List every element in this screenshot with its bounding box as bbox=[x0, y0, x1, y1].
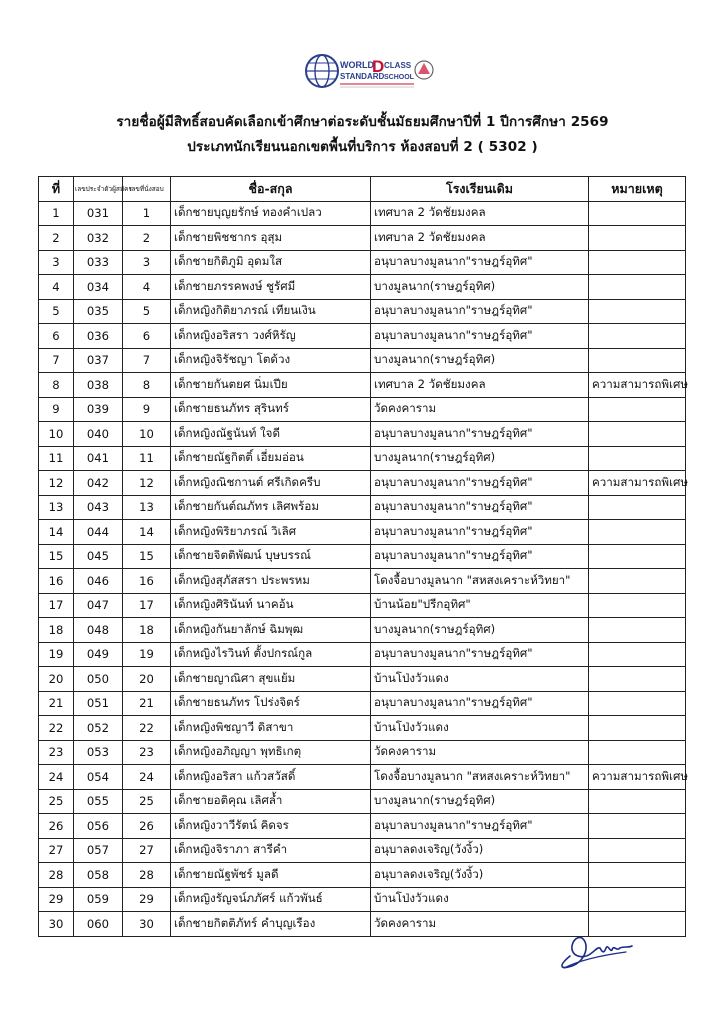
cell-no: 25 bbox=[39, 789, 74, 814]
cell-seat: 27 bbox=[123, 838, 171, 863]
cell-name: เด็กชายจิตติพัฒน์ บุษบรรณ์ bbox=[171, 544, 371, 569]
header-school: โรงเรียนเดิม bbox=[371, 177, 589, 202]
cell-school: บ้านน้อย"ปรีกอุทิศ" bbox=[371, 593, 589, 618]
cell-no: 10 bbox=[39, 422, 74, 447]
cell-applicant-id: 060 bbox=[74, 912, 123, 937]
cell-seat: 7 bbox=[123, 348, 171, 373]
cell-remark bbox=[589, 789, 686, 814]
cell-name: เด็กชายญาณิศา สุขแย้ม bbox=[171, 667, 371, 692]
cell-seat: 20 bbox=[123, 667, 171, 692]
cell-applicant-id: 035 bbox=[74, 299, 123, 324]
cell-seat: 21 bbox=[123, 691, 171, 716]
cell-name: เด็กชายธนภัทร โปร่งจิตร์ bbox=[171, 691, 371, 716]
cell-remark: ความสามารถพิเศษ bbox=[589, 765, 686, 790]
logo-text-class: CLASS bbox=[384, 61, 412, 70]
cell-no: 11 bbox=[39, 446, 74, 471]
cell-remark bbox=[589, 716, 686, 741]
cell-school: โดงจื้อบางมูลนาก "สหสงเคราะห์วิทยา" bbox=[371, 569, 589, 594]
cell-remark bbox=[589, 593, 686, 618]
cell-seat: 13 bbox=[123, 495, 171, 520]
cell-applicant-id: 038 bbox=[74, 373, 123, 398]
cell-name: เด็กหญิงจิราภา สารีคำ bbox=[171, 838, 371, 863]
cell-school: อนุบาลบางมูลนาก"ราษฎร์อุทิศ" bbox=[371, 520, 589, 545]
cell-school: เทศบาล 2 วัดชัยมงคล bbox=[371, 226, 589, 251]
cell-name: เด็กชายอติคุณ เลิศล้ำ bbox=[171, 789, 371, 814]
table-row bbox=[39, 397, 686, 422]
cell-applicant-id: 034 bbox=[74, 275, 123, 300]
cell-no: 14 bbox=[39, 520, 74, 545]
table-row bbox=[39, 544, 686, 569]
cell-no: 12 bbox=[39, 471, 74, 496]
cell-name: เด็กหญิงกิติยาภรณ์ เทียนเงิน bbox=[171, 299, 371, 324]
cell-school: โดงจื้อบางมูลนาก "สหสงเคราะห์วิทยา" bbox=[371, 765, 589, 790]
cell-remark bbox=[589, 887, 686, 912]
cell-school: อนุบาลบางมูลนาก"ราษฎร์อุทิศ" bbox=[371, 422, 589, 447]
cell-name: เด็กหญิงกันยาลักษ์ ฉิมพุฒ bbox=[171, 618, 371, 643]
table-row bbox=[39, 642, 686, 667]
table-row bbox=[39, 373, 686, 398]
cell-seat: 18 bbox=[123, 618, 171, 643]
cell-applicant-id: 042 bbox=[74, 471, 123, 496]
cell-name: เด็กหญิงศิรินันท์ นาคอ้น bbox=[171, 593, 371, 618]
cell-remark bbox=[589, 348, 686, 373]
table-row bbox=[39, 471, 686, 496]
cell-name: เด็กชายกันตยศ นิ่มเปีย bbox=[171, 373, 371, 398]
cell-no: 16 bbox=[39, 569, 74, 594]
cell-applicant-id: 044 bbox=[74, 520, 123, 545]
cell-applicant-id: 053 bbox=[74, 740, 123, 765]
logo-text-world: WORLD bbox=[340, 60, 374, 70]
cell-no: 28 bbox=[39, 863, 74, 888]
table-row bbox=[39, 422, 686, 447]
cell-no: 1 bbox=[39, 201, 74, 226]
cell-applicant-id: 037 bbox=[74, 348, 123, 373]
cell-remark bbox=[589, 397, 686, 422]
cell-school: บางมูลนาก(ราษฎร์อุทิศ) bbox=[371, 446, 589, 471]
table-row bbox=[39, 814, 686, 839]
table-row bbox=[39, 226, 686, 251]
table-row bbox=[39, 299, 686, 324]
cell-school: บางมูลนาก(ราษฎร์อุทิศ) bbox=[371, 789, 589, 814]
cell-applicant-id: 049 bbox=[74, 642, 123, 667]
cell-seat: 8 bbox=[123, 373, 171, 398]
logo-text-standard: STANDARD bbox=[340, 72, 385, 81]
cell-remark bbox=[589, 544, 686, 569]
applicant-table bbox=[38, 176, 689, 937]
cell-school: อนุบาลดงเจริญ(วังงิ้ว) bbox=[371, 863, 589, 888]
cell-seat: 16 bbox=[123, 569, 171, 594]
cell-school: อนุบาลบางมูลนาก"ราษฎร์อุทิศ" bbox=[371, 324, 589, 349]
cell-school: อนุบาลดงเจริญ(วังงิ้ว) bbox=[371, 838, 589, 863]
cell-seat: 3 bbox=[123, 250, 171, 275]
cell-name: เด็กชายภรรคพงษ์ ชูรัศมี bbox=[171, 275, 371, 300]
table-row bbox=[39, 275, 686, 300]
table-row bbox=[39, 201, 686, 226]
cell-applicant-id: 056 bbox=[74, 814, 123, 839]
cell-remark bbox=[589, 250, 686, 275]
cell-seat: 28 bbox=[123, 863, 171, 888]
table-row bbox=[39, 838, 686, 863]
cell-name: เด็กชายกิตติภัทร์ คำบุญเรือง bbox=[171, 912, 371, 937]
cell-school: อนุบาลบางมูลนาก"ราษฎร์อุทิศ" bbox=[371, 471, 589, 496]
cell-seat: 14 bbox=[123, 520, 171, 545]
cell-applicant-id: 033 bbox=[74, 250, 123, 275]
cell-no: 30 bbox=[39, 912, 74, 937]
cell-applicant-id: 041 bbox=[74, 446, 123, 471]
table-row bbox=[39, 667, 686, 692]
header-no: ที่ bbox=[39, 177, 74, 202]
cell-remark bbox=[589, 226, 686, 251]
cell-remark bbox=[589, 814, 686, 839]
cell-no: 24 bbox=[39, 765, 74, 790]
logo-letter: D bbox=[372, 57, 385, 76]
cell-applicant-id: 054 bbox=[74, 765, 123, 790]
cell-name: เด็กชายณัฐพัชร์ มูลดี bbox=[171, 863, 371, 888]
cell-remark bbox=[589, 324, 686, 349]
cell-seat: 15 bbox=[123, 544, 171, 569]
cell-remark bbox=[589, 740, 686, 765]
cell-school: อนุบาลบางมูลนาก"ราษฎร์อุทิศ" bbox=[371, 299, 589, 324]
cell-remark bbox=[589, 667, 686, 692]
cell-name: เด็กชายณัฐกิตติ์ เอี่ยมอ่อน bbox=[171, 446, 371, 471]
table-row bbox=[39, 789, 686, 814]
cell-name: เด็กหญิงไรวินท์ ตั้งปกรณ์กูล bbox=[171, 642, 371, 667]
header-name: ชื่อ-สกุล bbox=[171, 177, 371, 202]
cell-applicant-id: 046 bbox=[74, 569, 123, 594]
table-row bbox=[39, 765, 686, 790]
cell-no: 3 bbox=[39, 250, 74, 275]
cell-remark bbox=[589, 299, 686, 324]
cell-remark bbox=[589, 642, 686, 667]
cell-remark bbox=[589, 275, 686, 300]
cell-seat: 19 bbox=[123, 642, 171, 667]
cell-seat: 4 bbox=[123, 275, 171, 300]
cell-no: 7 bbox=[39, 348, 74, 373]
cell-seat: 10 bbox=[123, 422, 171, 447]
cell-no: 5 bbox=[39, 299, 74, 324]
cell-applicant-id: 048 bbox=[74, 618, 123, 643]
table-row bbox=[39, 618, 686, 643]
cell-remark bbox=[589, 569, 686, 594]
cell-remark bbox=[589, 446, 686, 471]
cell-remark: ความสามารถพิเศษ bbox=[589, 471, 686, 496]
table-row bbox=[39, 593, 686, 618]
cell-school: บ้านโป่งวัวแดง bbox=[371, 887, 589, 912]
cell-name: เด็กหญิงอริสรา วงศ์หิรัญ bbox=[171, 324, 371, 349]
cell-seat: 12 bbox=[123, 471, 171, 496]
cell-school: อนุบาลบางมูลนาก"ราษฎร์อุทิศ" bbox=[371, 544, 589, 569]
header-seat: เลขที่นั่งสอบ bbox=[123, 177, 171, 202]
cell-name: เด็กหญิงพิริยาภรณ์ วิเลิศ bbox=[171, 520, 371, 545]
table-row bbox=[39, 569, 686, 594]
cell-name: เด็กหญิงณิชกานต์ ศรีเกิดครีบ bbox=[171, 471, 371, 496]
table-row bbox=[39, 495, 686, 520]
cell-seat: 22 bbox=[123, 716, 171, 741]
page-subtitle: ประเภทนักเรียนนอกเขตพื้นที่บริการ ห้องสอบที่ 2 ( 5302 ) bbox=[187, 139, 538, 155]
cell-seat: 24 bbox=[123, 765, 171, 790]
cell-seat: 23 bbox=[123, 740, 171, 765]
cell-remark bbox=[589, 691, 686, 716]
cell-remark bbox=[589, 422, 686, 447]
header-remark: หมายเหตุ bbox=[589, 177, 686, 202]
cell-seat: 30 bbox=[123, 912, 171, 937]
cell-no: 18 bbox=[39, 618, 74, 643]
cell-no: 8 bbox=[39, 373, 74, 398]
cell-applicant-id: 036 bbox=[74, 324, 123, 349]
cell-applicant-id: 039 bbox=[74, 397, 123, 422]
cell-name: เด็กชายธนภัทร สุรินทร์ bbox=[171, 397, 371, 422]
cell-no: 6 bbox=[39, 324, 74, 349]
cell-seat: 5 bbox=[123, 299, 171, 324]
cell-applicant-id: 051 bbox=[74, 691, 123, 716]
cell-school: บางมูลนาก(ราษฎร์อุทิศ) bbox=[371, 275, 589, 300]
cell-name: เด็กชายบุญยรักษ์ ทองคำเปลว bbox=[171, 201, 371, 226]
cell-name: เด็กหญิงอภิญญา พุทธิเกตุ bbox=[171, 740, 371, 765]
cell-school: อนุบาลบางมูลนาก"ราษฎร์อุทิศ" bbox=[371, 642, 589, 667]
cell-seat: 1 bbox=[123, 201, 171, 226]
cell-school: เทศบาล 2 วัดชัยมงคล bbox=[371, 373, 589, 398]
logo-text-school: SCHOOL bbox=[384, 74, 414, 81]
cell-no: 17 bbox=[39, 593, 74, 618]
cell-name: เด็กชายพิชชากร อุสุม bbox=[171, 226, 371, 251]
table-row bbox=[39, 691, 686, 716]
cell-school: เทศบาล 2 วัดชัยมงคล bbox=[371, 201, 589, 226]
table-row bbox=[39, 863, 686, 888]
cell-school: อนุบาลบางมูลนาก"ราษฎร์อุทิศ" bbox=[371, 814, 589, 839]
cell-applicant-id: 057 bbox=[74, 838, 123, 863]
table-row bbox=[39, 250, 686, 275]
cell-no: 29 bbox=[39, 887, 74, 912]
cell-school: บางมูลนาก(ราษฎร์อุทิศ) bbox=[371, 618, 589, 643]
cell-name: เด็กหญิงณัฐนันท์ ใจดี bbox=[171, 422, 371, 447]
cell-remark bbox=[589, 201, 686, 226]
cell-name: เด็กหญิงจิรัชญา โตด้วง bbox=[171, 348, 371, 373]
signature-icon bbox=[556, 926, 636, 972]
cell-no: 26 bbox=[39, 814, 74, 839]
cell-school: บ้านโป่งวัวแดง bbox=[371, 667, 589, 692]
cell-applicant-id: 043 bbox=[74, 495, 123, 520]
cell-applicant-id: 040 bbox=[74, 422, 123, 447]
cell-seat: 29 bbox=[123, 887, 171, 912]
cell-school: วัดคงคาราม bbox=[371, 912, 589, 937]
cell-remark bbox=[589, 495, 686, 520]
cell-seat: 17 bbox=[123, 593, 171, 618]
cell-applicant-id: 032 bbox=[74, 226, 123, 251]
cell-school: อนุบาลบางมูลนาก"ราษฎร์อุทิศ" bbox=[371, 250, 589, 275]
cell-remark bbox=[589, 520, 686, 545]
cell-no: 21 bbox=[39, 691, 74, 716]
cell-school: อนุบาลบางมูลนาก"ราษฎร์อุทิศ" bbox=[371, 691, 589, 716]
cell-no: 22 bbox=[39, 716, 74, 741]
cell-no: 20 bbox=[39, 667, 74, 692]
cell-applicant-id: 058 bbox=[74, 863, 123, 888]
cell-school: อนุบาลบางมูลนาก"ราษฎร์อุทิศ" bbox=[371, 495, 589, 520]
cell-remark bbox=[589, 618, 686, 643]
cell-name: เด็กหญิงวาวีรัตน์ คิดจร bbox=[171, 814, 371, 839]
cell-remark bbox=[589, 838, 686, 863]
cell-remark: ความสามารถพิเศษ bbox=[589, 373, 686, 398]
table-row bbox=[39, 716, 686, 741]
cell-school: บ้านโป่งวัวแดง bbox=[371, 716, 589, 741]
table-row bbox=[39, 348, 686, 373]
cell-no: 23 bbox=[39, 740, 74, 765]
cell-name: เด็กหญิงรัญจน์ภภัศร์ แก้วพันธ์ bbox=[171, 887, 371, 912]
table-row bbox=[39, 887, 686, 912]
cell-applicant-id: 050 bbox=[74, 667, 123, 692]
cell-no: 2 bbox=[39, 226, 74, 251]
cell-applicant-id: 052 bbox=[74, 716, 123, 741]
cell-applicant-id: 031 bbox=[74, 201, 123, 226]
cell-seat: 11 bbox=[123, 446, 171, 471]
header-applicant-id: เลขประจำตัวผู้สมัคร bbox=[74, 177, 123, 202]
cell-name: เด็กชายกิติภูมิ อุดมใส bbox=[171, 250, 371, 275]
cell-school: วัดคงคาราม bbox=[371, 740, 589, 765]
cell-no: 27 bbox=[39, 838, 74, 863]
cell-school: วัดคงคาราม bbox=[371, 397, 589, 422]
cell-applicant-id: 055 bbox=[74, 789, 123, 814]
cell-remark bbox=[589, 863, 686, 888]
cell-applicant-id: 047 bbox=[74, 593, 123, 618]
cell-name: เด็กหญิงสุภัสสรา ประพรหม bbox=[171, 569, 371, 594]
table-row bbox=[39, 740, 686, 765]
cell-applicant-id: 045 bbox=[74, 544, 123, 569]
cell-name: เด็กหญิงอริสา แก้วสวัสดิ์ bbox=[171, 765, 371, 790]
cell-name: เด็กหญิงพิชญาวี ดิสาขา bbox=[171, 716, 371, 741]
school-logo bbox=[302, 48, 434, 94]
cell-school: บางมูลนาก(ราษฎร์อุทิศ) bbox=[371, 348, 589, 373]
cell-name: เด็กชายกันต์ณภัทร เลิศพร้อม bbox=[171, 495, 371, 520]
table-row bbox=[39, 520, 686, 545]
cell-no: 15 bbox=[39, 544, 74, 569]
page-title: รายชื่อผู้มีสิทธิ์สอบคัดเลือกเข้าศึกษาต่อระดับชั้นมัธยมศึกษาปีที่ 1 ปีการศึกษา 2569 bbox=[116, 114, 609, 130]
cell-seat: 6 bbox=[123, 324, 171, 349]
cell-seat: 9 bbox=[123, 397, 171, 422]
cell-seat: 25 bbox=[123, 789, 171, 814]
cell-seat: 2 bbox=[123, 226, 171, 251]
table-row bbox=[39, 324, 686, 349]
cell-applicant-id: 059 bbox=[74, 887, 123, 912]
cell-seat: 26 bbox=[123, 814, 171, 839]
cell-no: 9 bbox=[39, 397, 74, 422]
cell-no: 13 bbox=[39, 495, 74, 520]
cell-no: 19 bbox=[39, 642, 74, 667]
table-row bbox=[39, 446, 686, 471]
cell-no: 4 bbox=[39, 275, 74, 300]
table-header-row bbox=[39, 177, 686, 202]
world-class-standard-school-logo-icon bbox=[302, 48, 434, 94]
